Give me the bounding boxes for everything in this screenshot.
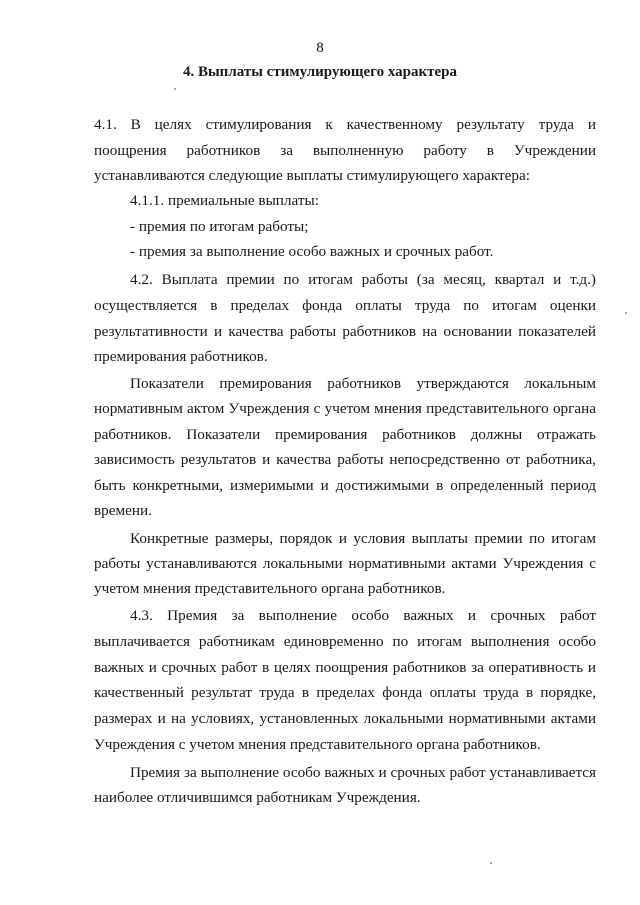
clause-4-3-line-4: качественный результат труда в пределах фонда оплаты труда в порядке, bbox=[94, 684, 596, 701]
list-item-bonus-results: - премия по итогам работы; bbox=[130, 218, 309, 235]
clause-4-2-line-3: результативности и качества работы работников на основании показателей bbox=[94, 323, 596, 340]
clause-4-1-1-title: 4.1.1. премиальные выплаты: bbox=[130, 192, 319, 209]
scan-speck bbox=[625, 312, 627, 314]
indicators-line-4: зависимость результатов и качества работы непосредственно от работника, bbox=[94, 451, 596, 468]
sizes-line-1: Конкретные размеры, порядок и условия выплаты премии по итогам bbox=[130, 530, 596, 547]
last-paragraph-line-2: наиболее отличившимся работникам Учреждения. bbox=[94, 789, 421, 806]
clause-4-2-line-2: осуществляется в пределах фонда оплаты труда по итогам оценки bbox=[94, 297, 596, 314]
sizes-line-2: работы устанавливаются локальными нормативными актами Учреждения с bbox=[94, 555, 596, 572]
clause-4-3-line-1: 4.3. Премия за выполнение особо важных и срочных работ bbox=[130, 607, 596, 624]
clause-4-2-line-4: премирования работников. bbox=[94, 348, 268, 365]
section-heading: 4. Выплаты стимулирующего характера bbox=[182, 64, 458, 80]
clause-4-1-line-2: поощрения работников за выполненную работу в Учреждении bbox=[94, 142, 596, 159]
page-number: 8 bbox=[316, 40, 324, 56]
clause-4-3-line-3: важных и срочных работ в целях поощрения работников за оперативность и bbox=[94, 659, 596, 676]
indicators-line-1: Показатели премирования работников утверждаются локальным bbox=[130, 375, 596, 392]
indicators-line-3: работников. Показатели премирования работников должны отражать bbox=[94, 426, 596, 443]
list-item-bonus-urgent: - премия за выполнение особо важных и срочных работ. bbox=[130, 243, 494, 260]
clause-4-1-line-1: 4.1. В целях стимулирования к качественному результату труда и bbox=[94, 116, 596, 133]
sizes-line-3: учетом мнения представительного органа работников. bbox=[94, 580, 446, 597]
indicators-line-6: времени. bbox=[94, 502, 152, 519]
clause-4-1-line-3: устанавливаются следующие выплаты стимулирующего характера: bbox=[94, 167, 530, 184]
scan-speck bbox=[174, 88, 176, 90]
clause-4-3-line-5: размерах и на условиях, установленных локальными нормативными актами bbox=[94, 710, 596, 727]
clause-4-3-line-6: Учреждения с учетом мнения представительного органа работников. bbox=[94, 736, 541, 753]
last-paragraph-line-1: Премия за выполнение особо важных и срочных работ устанавливается bbox=[130, 764, 596, 781]
clause-4-3-line-2: выплачивается работникам единовременно по итогам выполнения особо bbox=[94, 633, 596, 650]
indicators-line-2: нормативным актом Учреждения с учетом мнения представительного органа bbox=[94, 400, 596, 417]
scan-speck bbox=[490, 862, 492, 864]
indicators-line-5: быть конкретными, измеримыми и достижимыми в определенный период bbox=[94, 477, 596, 494]
clause-4-2-line-1: 4.2. Выплата премии по итогам работы (за месяц, квартал и т.д.) bbox=[130, 271, 596, 288]
